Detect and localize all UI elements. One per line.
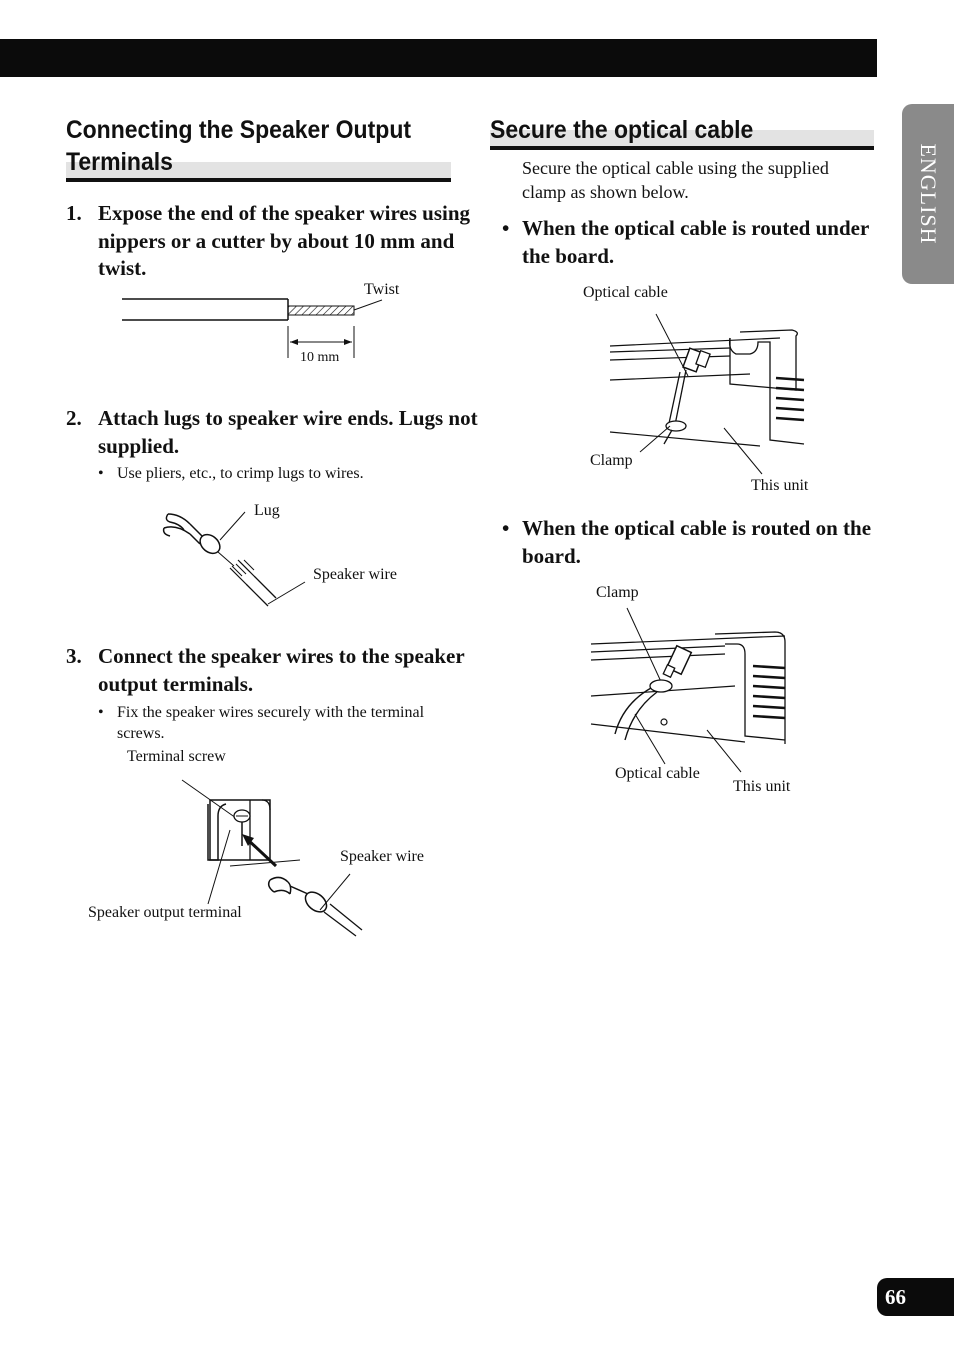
figure-lug xyxy=(160,500,330,610)
label-lug: Lug xyxy=(254,502,280,519)
label-this-unit-2: This unit xyxy=(733,778,791,795)
step-2 xyxy=(66,405,488,460)
bullet-under-board-text: When the optical cable is routed under the board. xyxy=(522,216,869,268)
label-speaker-output-terminal: Speaker output terminal xyxy=(88,904,242,921)
section-title-rule xyxy=(66,178,451,182)
label-this-unit-1: This unit xyxy=(751,477,809,494)
label-optical-cable-2: Optical cable xyxy=(615,765,700,782)
figure-cable-under-board xyxy=(600,300,820,500)
section-title-line2: Terminals xyxy=(66,148,173,176)
bullet-glyph: • xyxy=(502,516,510,540)
bullet-under-board xyxy=(502,215,882,270)
intro-text: Secure the optical cable using the supplied clamp as shown below. xyxy=(522,158,829,202)
step-1-text: Expose the end of the speaker wires using nippers or a cutter by about 10 mm and twist. xyxy=(98,201,471,280)
section-title-line1: Connecting the Speaker Output xyxy=(66,116,412,144)
step-3-number: 3. xyxy=(66,644,82,668)
label-speaker-wire-1: Speaker wire xyxy=(313,566,397,583)
step-3 xyxy=(66,643,488,698)
step-1-number: 1. xyxy=(66,201,82,225)
page-number: 66 xyxy=(877,1278,954,1316)
bullet-on-board xyxy=(502,515,882,570)
step-3-note-text: Fix the speaker wires securely with the terminal screws. xyxy=(117,704,425,742)
section-title-optical-cable: Secure the optical cable xyxy=(490,116,754,144)
label-clamp-1: Clamp xyxy=(590,452,633,469)
label-terminal-screw: Terminal screw xyxy=(127,748,226,765)
label-twist: Twist xyxy=(364,281,400,298)
note-bullet: • xyxy=(98,465,104,482)
bullet-on-board-text: When the optical cable is routed on the board. xyxy=(522,516,872,568)
language-tab xyxy=(902,104,954,284)
header-bar xyxy=(0,39,877,77)
note-bullet: • xyxy=(98,704,104,721)
step-3-text: Connect the speaker wires to the speaker output terminals. xyxy=(98,644,465,696)
label-10mm: 10 mm xyxy=(300,350,340,365)
label-clamp-2: Clamp xyxy=(596,584,639,601)
language-tab-label: ENGLISH xyxy=(916,143,941,245)
label-optical-cable-1: Optical cable xyxy=(583,284,668,301)
step-2-note-text: Use pliers, etc., to crimp lugs to wires. xyxy=(117,465,364,482)
step-2-note xyxy=(98,463,472,484)
section-title-speaker-output xyxy=(66,114,452,178)
step-1 xyxy=(66,200,488,283)
label-speaker-wire-2: Speaker wire xyxy=(340,848,424,865)
step-3-note xyxy=(98,702,472,744)
step-2-number: 2. xyxy=(66,406,82,430)
step-2-text: Attach lugs to speaker wire ends. Lugs not supplied. xyxy=(98,406,478,458)
section-title-rule-right xyxy=(490,146,874,150)
bullet-glyph: • xyxy=(502,216,510,240)
